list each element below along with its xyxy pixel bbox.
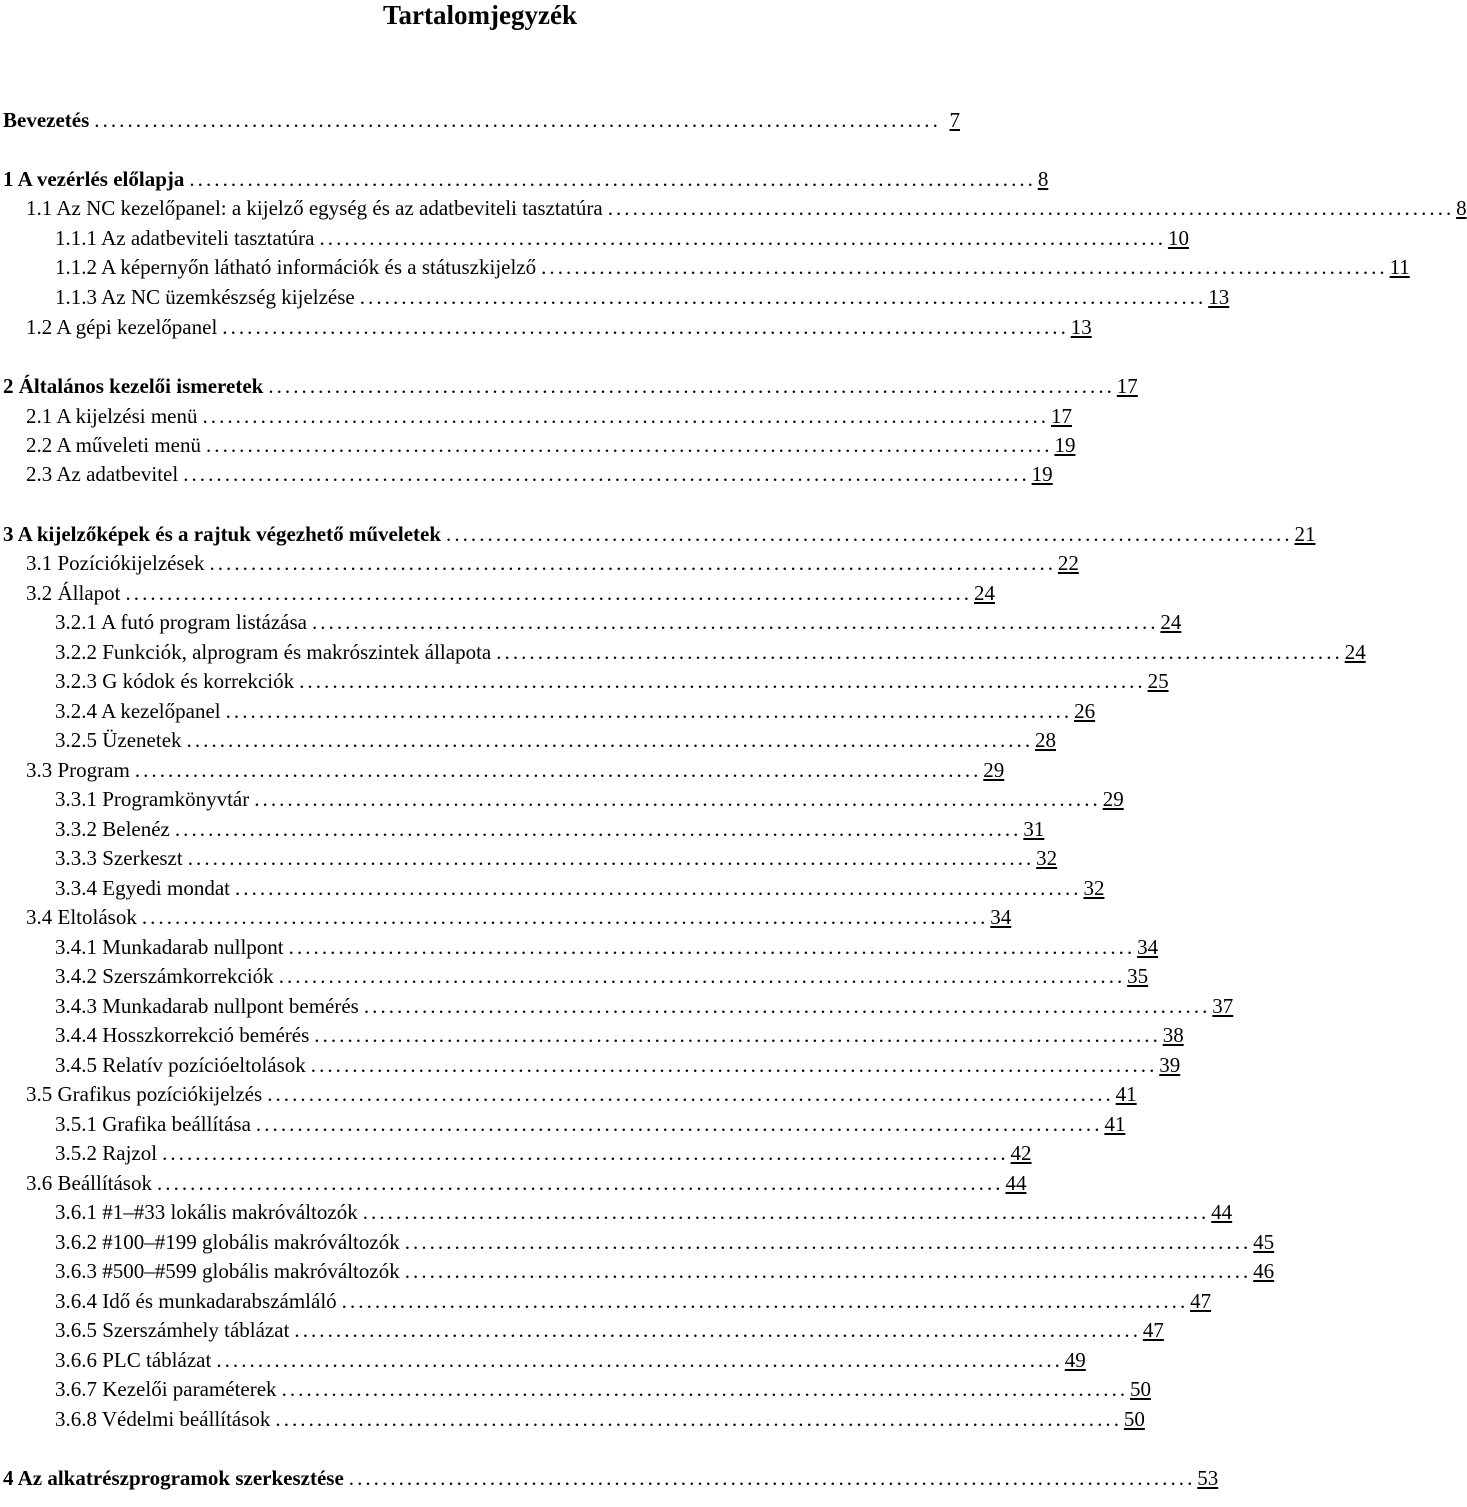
dot-leader [289,934,1131,960]
dot-leader [405,1258,1247,1284]
toc-entry[interactable] [0,580,995,606]
toc-entry[interactable] [0,1199,1233,1225]
dot-leader [175,816,1017,842]
toc-page-link[interactable]: 8 [1456,196,1467,220]
toc-entry-title: 3.5 Grafikus pozíciókijelzés [26,1082,263,1106]
toc-page-link[interactable]: 13 [1070,315,1092,339]
toc-entry[interactable] [0,993,1234,1019]
toc-entry[interactable] [0,1288,1212,1314]
toc-page-link[interactable]: 53 [1197,1466,1219,1490]
toc-entry[interactable] [0,373,1138,399]
toc-page-link[interactable]: 50 [1130,1377,1152,1401]
toc-page-link[interactable]: 11 [1389,255,1410,279]
toc-entry[interactable] [0,757,1005,783]
dot-leader [209,550,1051,576]
dot-leader [496,639,1338,665]
toc-entry[interactable] [0,816,1045,842]
toc-entry-title: 3.6.7 Kezelői paraméterek [55,1377,277,1401]
toc-entry-title: 3.3.4 Egyedi mondat [55,876,230,900]
dot-leader [299,668,1141,694]
toc-entry-title: 3.2.3 G kódok és korrekciók [55,669,295,693]
page-title: Tartalomjegyzék [383,0,577,30]
toc-page-link[interactable]: 13 [1208,285,1230,309]
toc-entry[interactable] [0,314,1092,340]
dot-leader [254,786,1096,812]
toc-page-link[interactable]: 42 [1010,1141,1032,1165]
toc-entry[interactable] [0,639,1366,665]
toc-entry-title: 3.4.2 Szerszámkorrekciók [55,964,274,988]
toc-page-link[interactable]: 39 [1159,1053,1181,1077]
dot-leader [349,1465,1191,1491]
toc-entry-title: 1.1.1 Az adatbeviteli tasztatúra [55,226,315,250]
dot-leader [342,1288,1184,1314]
toc-page-link[interactable]: 21 [1294,522,1316,546]
dot-leader [135,757,977,783]
dot-leader [312,609,1154,635]
toc-entry-title: 3.6.6 PLC táblázat [55,1348,212,1372]
toc-page-link[interactable]: 24 [1160,610,1182,634]
toc-entry[interactable] [0,254,1410,280]
dot-leader [364,993,1206,1019]
toc-entry-title: 3.6.3 #500–#599 globális makróváltozók [55,1259,400,1283]
toc-entry-title: 3.3 Program [26,758,130,782]
dot-leader [94,107,943,133]
dot-leader [188,845,1030,871]
toc-entry[interactable] [0,786,1124,812]
dot-leader [608,195,1450,221]
toc-entry[interactable] [0,195,1467,221]
toc-entry[interactable] [0,1229,1275,1255]
toc-entry[interactable] [0,461,1053,487]
toc-entry[interactable] [0,727,1056,753]
toc-page-link[interactable]: 19 [1031,462,1053,486]
toc-page-link[interactable]: 37 [1212,994,1234,1018]
toc-entry[interactable] [0,698,1096,724]
toc-entry-title: 3.6.8 Védelmi beállítások [55,1407,271,1431]
toc-entry-title: 3.4.1 Munkadarab nullpont [55,935,284,959]
toc-entry-title: Bevezetés [3,108,90,132]
toc-entry[interactable] [0,1347,1086,1373]
toc-page-link[interactable]: 17 [1116,374,1138,398]
toc-entry[interactable] [0,1052,1181,1078]
dot-leader [206,432,1048,458]
dot-leader [294,1317,1136,1343]
toc-entry[interactable] [0,1022,1184,1048]
toc-entry-title: 1.1.3 Az NC üzemkészség kijelzése [55,285,355,309]
toc-entry[interactable] [0,875,1105,901]
toc-entry[interactable] [0,521,1316,547]
toc-page-link[interactable]: 34 [990,905,1012,929]
toc-entry-title: 3.3.3 Szerkeszt [55,846,183,870]
toc-page-link[interactable]: 8 [1037,167,1049,191]
toc-page-link[interactable]: 44 [1005,1171,1027,1195]
dot-leader [275,1406,1117,1432]
toc-entry[interactable] [0,668,1169,694]
dot-leader [202,403,1044,429]
toc-page-link[interactable]: 41 [1104,1112,1126,1136]
toc-page-link[interactable]: 10 [1167,226,1189,250]
dot-leader [320,225,1162,251]
toc-entry[interactable] [0,1376,1152,1402]
dot-leader [282,1376,1124,1402]
dot-leader [216,1347,1058,1373]
toc-entry[interactable] [0,1170,1027,1196]
dot-leader [142,904,984,930]
toc-page-link[interactable]: 24 [973,581,995,605]
toc-page-link[interactable]: 32 [1036,846,1058,870]
dot-leader [226,698,1068,724]
toc-entry[interactable] [0,403,1072,429]
dot-leader [311,1052,1153,1078]
toc-entry-title: 3.2.2 Funkciók, alprogram és makrószintek állapota [55,640,492,664]
toc-page-link[interactable]: 44 [1211,1200,1233,1224]
toc-entry-title: 3 A kijelzőképek és a rajtuk végezhető műveletek [3,522,442,546]
dot-leader [222,314,1064,340]
toc-entry-title: 3.6 Beállítások [26,1171,152,1195]
toc-entry[interactable] [0,904,1012,930]
toc-page-link[interactable]: 32 [1083,876,1105,900]
toc-entry[interactable] [0,963,1149,989]
toc-entry-title: 3.6.1 #1–#33 lokális makróváltozók [55,1200,358,1224]
dot-leader [126,580,968,606]
toc-entry[interactable] [0,550,1079,576]
toc-page-link[interactable]: 29 [1102,787,1124,811]
toc-page-link[interactable]: 7 [949,108,960,132]
toc-entry-title: 3.1 Pozíciókijelzések [26,551,205,575]
toc-page-link[interactable]: 38 [1162,1023,1184,1047]
toc-entry-title: 3.2.4 A kezelőpanel [55,699,221,723]
toc-entry-title: 1 A vezérlés előlapja [3,167,185,191]
toc-page-link[interactable]: 17 [1050,404,1072,428]
toc-page-link[interactable]: 29 [983,758,1005,782]
toc-entry-title: 2.2 A műveleti menü [26,433,201,457]
toc-page-link[interactable]: 24 [1344,640,1366,664]
dot-leader [314,1022,1156,1048]
toc-entry-title: 3.2.5 Üzenetek [55,728,182,752]
dot-leader [268,373,1110,399]
toc-page-link[interactable]: 45 [1253,1230,1275,1254]
toc-page-link[interactable]: 47 [1190,1289,1212,1313]
toc-page-link[interactable]: 28 [1035,728,1056,752]
toc-entry[interactable] [0,166,1049,192]
toc-entry[interactable] [0,107,960,133]
toc-entry-title: 2.1 A kijelzési menü [26,404,198,428]
dot-leader [235,875,1077,901]
toc-entry-title: 3.4 Eltolások [26,905,137,929]
dot-leader [541,254,1383,280]
toc-entry-title: 1.2 A gépi kezelőpanel [26,315,218,339]
dot-leader [183,461,1025,487]
toc-entry-title: 2 Általános kezelői ismeretek [3,374,264,398]
toc-entry[interactable] [0,1317,1164,1343]
toc-page-link[interactable]: 26 [1074,699,1096,723]
dot-leader [446,521,1288,547]
toc-entry[interactable] [0,1111,1126,1137]
toc-page-link[interactable]: 25 [1147,669,1169,693]
toc-page-link[interactable]: 35 [1127,964,1149,988]
dot-leader [363,1199,1205,1225]
toc-entry[interactable] [0,432,1076,458]
toc-entry[interactable] [0,609,1182,635]
toc-entry-title: 3.4.5 Relatív pozícióeltolások [55,1053,306,1077]
toc-entry-title: 2.3 Az adatbevitel [26,462,179,486]
toc-entry-title: 3.3.1 Programkönyvtár [55,787,250,811]
toc-entry-title: 1.1 Az NC kezelőpanel: a kijelző egység és az adatbeviteli tasztatúra [26,196,603,220]
toc-entry-title: 3.4.4 Hosszkorrekció bemérés [55,1023,310,1047]
toc-entry-title: 3.6.5 Szerszámhely táblázat [55,1318,290,1342]
dot-leader [187,727,1029,753]
dot-leader [279,963,1121,989]
toc-page-link[interactable]: 22 [1057,551,1079,575]
toc-entry[interactable] [0,225,1189,251]
toc-entry[interactable] [0,1465,1219,1491]
toc-entry[interactable] [0,934,1159,960]
dot-leader [162,1140,1004,1166]
toc-entry[interactable] [0,1258,1275,1284]
toc-page-link[interactable]: 46 [1253,1259,1275,1283]
toc-page-link[interactable]: 19 [1054,433,1076,457]
toc-entry-title: 3.6.4 Idő és munkadarabszámláló [55,1289,337,1313]
toc-page-link[interactable]: 41 [1115,1082,1137,1106]
toc-entry-title: 3.2.1 A futó program listázása [55,610,307,634]
dot-leader [405,1229,1247,1255]
dot-leader [360,284,1202,310]
toc-entry-title: 4 Az alkatrészprogramok szerkesztése [3,1466,344,1490]
toc-entry[interactable] [0,845,1058,871]
toc-entry-title: 3.5.2 Rajzol [55,1141,158,1165]
toc-entry[interactable] [0,1081,1137,1107]
toc-page-link[interactable]: 34 [1137,935,1159,959]
toc-entry[interactable] [0,284,1230,310]
toc-page-link[interactable]: 50 [1123,1407,1145,1431]
toc-entry-title: 3.2 Állapot [26,581,121,605]
toc-entry-title: 1.1.2 A képernyőn látható információk és a státuszkijelző [55,255,537,279]
toc-entry-title: 3.4.3 Munkadarab nullpont bemérés [55,994,359,1018]
toc-entry-title: 3.6.2 #100–#199 globális makróváltozók [55,1230,400,1254]
dot-leader [157,1170,999,1196]
dot-leader [267,1081,1109,1107]
toc-entry[interactable] [0,1140,1032,1166]
toc-entry-title: 3.3.2 Belenéz [55,817,170,841]
dot-leader [189,166,1031,192]
toc-page-link[interactable]: 31 [1023,817,1045,841]
toc-page-link[interactable]: 47 [1142,1318,1164,1342]
dot-leader [256,1111,1098,1137]
toc-page-link[interactable]: 49 [1064,1348,1086,1372]
toc-entry-title: 3.5.1 Grafika beállítása [55,1112,251,1136]
toc-entry[interactable] [0,1406,1145,1432]
